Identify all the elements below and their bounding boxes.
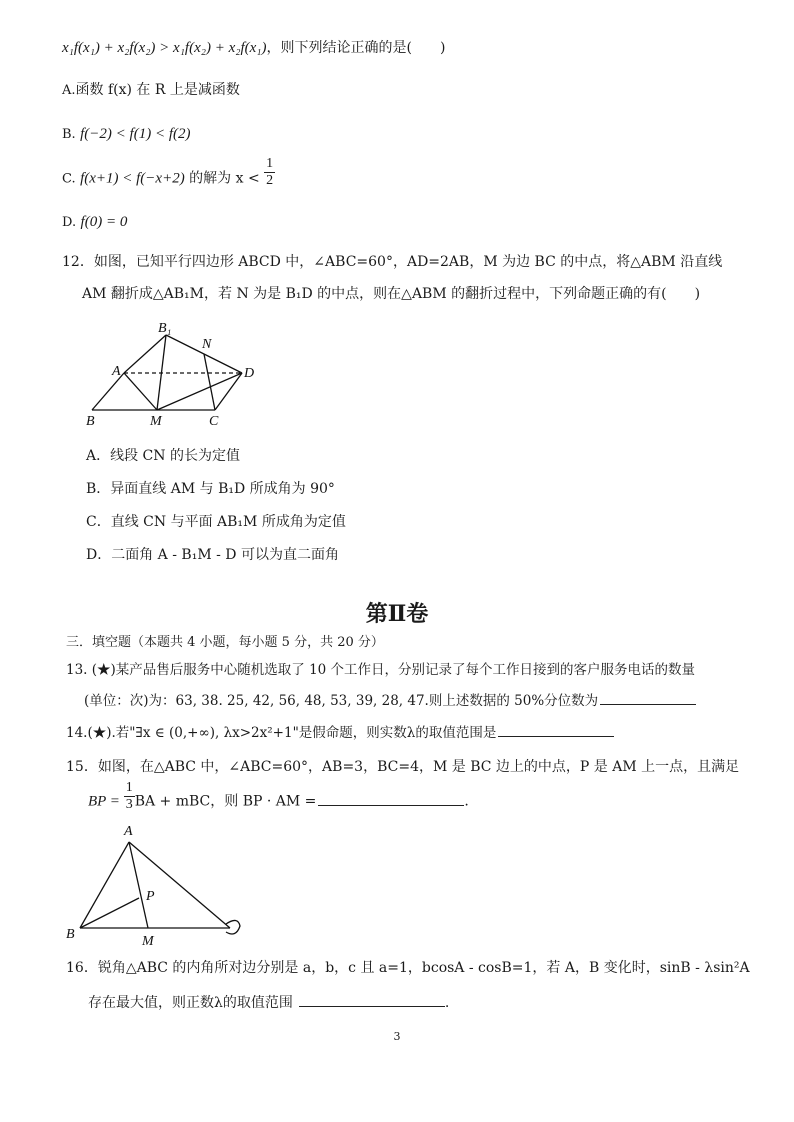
edge-ab1 xyxy=(124,335,166,373)
section-title: 第Ⅱ卷 xyxy=(365,601,429,627)
period: . xyxy=(464,793,469,810)
answer-blank[interactable] xyxy=(600,690,696,705)
label-b: B xyxy=(66,927,75,942)
part3-heading: 三．填空题（本题共 4 小题，每小题 5 分，共 20 分） xyxy=(66,635,384,650)
label-b: B xyxy=(86,414,95,429)
option-math: f(x+1) < f(−x+2) xyxy=(80,170,185,187)
q12-figure xyxy=(80,318,270,430)
q11-option-a xyxy=(62,80,240,101)
q15-figure xyxy=(62,820,252,950)
page-number: 3 xyxy=(393,1030,401,1043)
q16-line2-text: 存在最大值，则正数λ的取值范围 xyxy=(88,995,293,1011)
q15-vector-expr: BP = xyxy=(88,793,124,810)
label-a: A xyxy=(112,364,121,379)
q11-stem-text: ，则下列结论正确的是( ) xyxy=(266,40,446,56)
fraction xyxy=(264,156,275,189)
edge-am xyxy=(124,373,157,410)
q14-line xyxy=(66,722,614,743)
label-a: A xyxy=(124,824,133,839)
q14-text: 14.(★).若"∃x ∈ (0,+∞), λx>2x²+1"是假命题，则实数λ的取值范围是 xyxy=(66,725,497,741)
option-label: B. xyxy=(62,127,76,142)
label-c: C xyxy=(209,414,219,429)
q16-line1: 16．锐角△ABC 的内角所对边分别是 a，b，c 且 a=1，bcosA - cosB=1，若 A，B 变化时，sinB - λsin²A xyxy=(66,960,750,976)
fraction-denominator: 2 xyxy=(266,173,274,188)
label-m: M xyxy=(150,414,162,429)
q15-line1: 15．如图，在△ABC 中，∠ABC=60°，AB=3，BC=4，M 是 BC 边上的中点，P 是 AM 上一点，且满足 xyxy=(66,759,740,775)
q16-line2 xyxy=(88,992,449,1013)
q15-line2 xyxy=(88,780,469,813)
option-text: 函数 f(x) 在 R 上是减函数 xyxy=(75,82,240,98)
answer-blank[interactable] xyxy=(318,791,464,806)
q13-line2-text: (单位：次)为：63, 38. 25, 42, 56, 48, 53, 39, 28, 47.则上述数据的 50%分位数为 xyxy=(84,693,599,709)
option-math: f(−2) < f(1) < f(2) xyxy=(80,126,191,142)
fraction-numerator: 1 xyxy=(125,780,133,795)
fraction-denominator: 3 xyxy=(125,797,133,812)
q12-option-b: B．异面直线 AM 与 B₁D 所成角为 90° xyxy=(86,481,335,497)
q15-line2-text: BA + mBC，则 BP · AM = xyxy=(134,793,317,810)
label-n: N xyxy=(202,337,212,352)
q11-stem-math: x₁f(x₁) + x₂f(x₂) > x₁f(x₂) + x₂f(x₁) xyxy=(62,40,267,56)
label-m: M xyxy=(142,934,154,949)
option-label: C. xyxy=(62,171,76,187)
q12-line2: AM 翻折成△AB₁M，若 N 为是 B₁D 的中点，则在△ABM 的翻折过程中，下列命题正确的有( ) xyxy=(82,286,701,302)
q11-option-c xyxy=(62,156,275,190)
q11-option-d xyxy=(62,212,127,233)
label-p: P xyxy=(146,889,155,904)
edge-nc xyxy=(204,354,215,410)
fraction-numerator: 1 xyxy=(266,156,274,171)
option-text: 的解为 x < xyxy=(184,170,260,187)
q11-option-b xyxy=(62,124,190,145)
q11-stem xyxy=(62,38,445,58)
q13-line1: 13. (★)某产品售后服务中心随机选取了 10 个工作日，分别记录了每个工作日接到的客户服务电话的数量 xyxy=(66,662,696,678)
option-math: f(0) = 0 xyxy=(80,214,128,230)
q12-line1: 12．如图，已知平行四边形 ABCD 中，∠ABC=60°，AD=2AB，M 为边 BC 的中点，将△ABM 沿直线 xyxy=(62,254,723,270)
answer-blank[interactable] xyxy=(299,992,445,1007)
q12-option-c: C．直线 CN 与平面 AB₁M 所成角为定值 xyxy=(86,514,346,530)
q13-line2 xyxy=(84,690,696,711)
edge-ac xyxy=(129,842,230,928)
edge-b1m xyxy=(157,335,166,410)
period: . xyxy=(444,995,450,1011)
label-d: D xyxy=(244,366,255,381)
q12-option-d: D．二面角 A - B₁M - D 可以为直二面角 xyxy=(86,547,339,563)
option-label: A. xyxy=(62,83,76,98)
q12-option-a: A．线段 CN 的长为定值 xyxy=(86,448,240,464)
fraction xyxy=(124,780,135,813)
option-label: D. xyxy=(62,215,77,230)
answer-blank[interactable] xyxy=(498,722,614,737)
label-b1: B₁ xyxy=(158,321,172,336)
